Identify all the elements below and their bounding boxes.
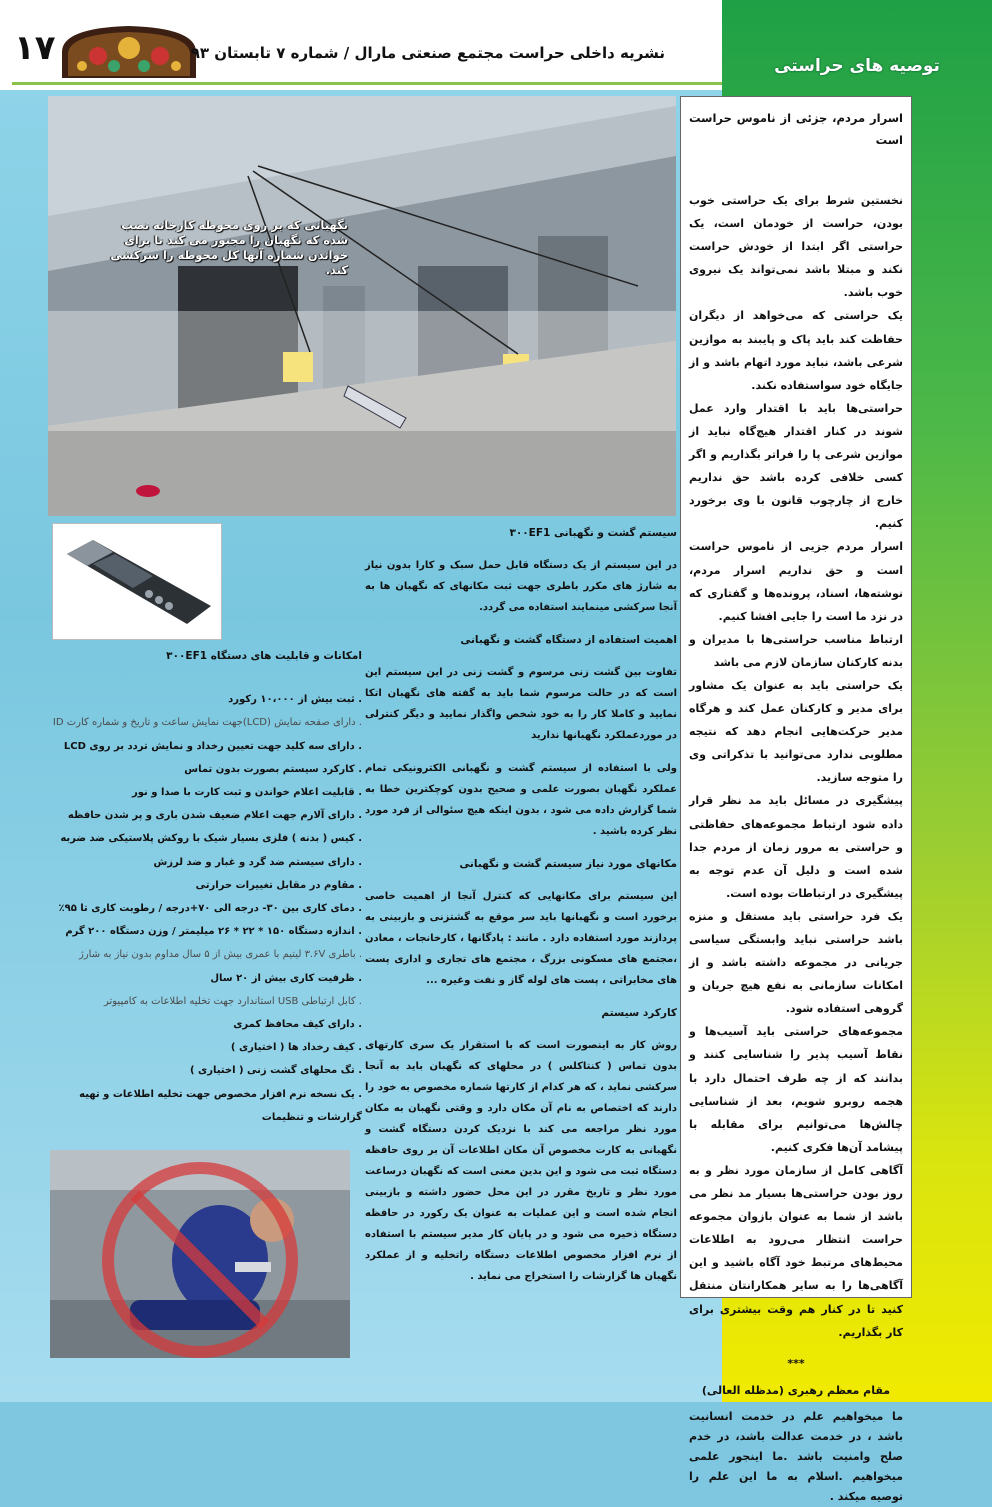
middle-article — [365, 523, 677, 1293]
right-paragraph: یک حراستی که می‌خواهد از دیگران حفاظت کند باید پاک و پایبند به موازین شرعی باشد، نباید مورد اتهام باشد و از جایگاه خود سواستفاده نکند. — [689, 309, 903, 392]
warehouse-illustration — [48, 96, 676, 516]
feature-items — [50, 688, 362, 1129]
mid-section-heading: کارکرد سیستم — [601, 1007, 677, 1019]
quote-author: مقام معظم رهبری (مدظله العالی) — [701, 1383, 891, 1397]
feature-item: . یک نسخه نرم افزار مخصوص جهت تخلیه اطلاعات و تهیه گزارشات و تنظیمات — [79, 1088, 362, 1123]
warehouse-photo — [48, 96, 676, 516]
mid-section-heading: مکانهای مورد نیاز سیستم گشت و نگهبانی — [459, 858, 677, 870]
right-article-heading: اسرار مردم، جزئی از ناموس حراست است — [689, 111, 903, 147]
right-paragraph: یک فرد حراستی باید مستقل و منزه باشد حراستی نباید وابستگی سیاسی جریانی در مجموعه داشته باشد و از امکانات سازمانی به نفع هیچ جریان و گروهی استفاده شود. — [689, 909, 903, 1016]
features-list — [50, 645, 362, 1129]
right-article — [680, 96, 912, 1503]
mid-paragraph: تفاوت بین گشت زنی مرسوم و گشت زنی در این سیستم این است که در حالت مرسوم شما باید به گفته های نگهبان اتکا نمایید و کاملا کار را به خود شخص واگذار نمایید و دیگر کنترلی در موردعملکرد نگهبانها ندارید — [365, 667, 677, 741]
features-heading: امکانات و قابلیت های دستگاه ۳۰۰EF1 — [166, 650, 362, 662]
feature-item: . دارای سه کلید جهت تعیین رخداد و نمایش تردد بر روی LCD — [63, 740, 362, 752]
mid-section-heading: اهمیت استفاده از دستگاه گشت و نگهبانی — [460, 634, 677, 646]
feature-item: . باطری ۳.۶V لیتیم با عمری بیش از ۵ سال مداوم بدون نیاز به شارژ — [78, 949, 362, 961]
feature-item: . کابل ارتباطی USB استاندارد جهت تخلیه اطلاعات به کامپیوتر — [103, 995, 362, 1007]
feature-item: . کیف رخداد ها ( اختیاری ) — [230, 1042, 362, 1054]
header-divider — [12, 82, 722, 85]
right-paragraph: ارتباط مناسب حراستی‌ها با مدیران و بدنه کارکنان سازمان لازم می باشد — [689, 632, 903, 669]
photo-caption: نگهبانی که بر روی محوطه کارخانه نصب شده که نگهبان را مجبور می کند تا برای خواندن شماره آنها کل محوطه را سرکشی کند. — [110, 218, 348, 277]
right-paragraph: اسرار مردم جزیی از ناموس حراست است و حق نداریم اسرار مردم، نوشته‌ها، اسناد، پرونده‌ها و گفتاری که در نزد ما است را جایی افشا کنیم. — [689, 540, 903, 623]
feature-item: . دارای صفحه نمایش (LCD)جهت نمایش ساعت و تاریخ و شماره کارت ID — [52, 717, 362, 729]
feature-item: . ثبت بیش از ۱۰،۰۰۰ رکورد — [228, 694, 362, 706]
feature-item: . مقاوم در مقابل تغییرات حرارتی — [195, 879, 362, 891]
sleeping-guard-photo — [50, 1150, 350, 1358]
feature-item: . دارای آلارم جهت اعلام ضعیف شدن باری و پر شدن حافظه — [67, 810, 362, 822]
mid-paragraph: روش کار به اینصورت است که با استقرار یک سری کارتهای بدون تماس ( کنتاکلس ) در محلهای که نگهبان باید به آنجا سرکشی نماید ، که هر کدام از کارتها شماره مخصوص به خود را دارند که اختصاص به نام آن مکان دارد و وقتی نگهبان به مکان مورد نظر مراجعه می کند با نزدیک کردن دستگاه گشت و نگهبانی به کارت مخصوص آن مکان اطلاعات آن بر روی حافظه دستگاه ثبت می شود و این بدین معنی است که نگهبان درساعت مورد نظر و تاریخ مقرر در این محل حضور داشته و بازبینی انجام شده است و این عملیات به عنوان یک رکورد در حافظه دستگاه ذخیره می شود و در پایان کار مدیر سیستم با استفاده از نرم افزار مخصوص اطلاعات دستگاه راتخلیه و از عملکرد نگهبان ها گزارشات را استخراج می نماید . — [365, 1040, 677, 1282]
ornament-logo — [58, 22, 200, 80]
feature-item: . تگ محلهای گشت زنی ( اختیاری ) — [190, 1065, 362, 1077]
feature-item: . قابلیت اعلام خواندن و ثبت کارت با صدا و نور — [132, 787, 362, 799]
mid-paragraph: این سیستم برای مکانهایی که کنترل آنجا از اهمیت خاصی برخورد است و نگهبانها باید سر موقع به گشتزنی و بازبینی به پردازند مورد استفاده دارد . مانند : پادگانها ، کارخانجات ، معادن ،مجتمع های مسکونی بزرگ ، مجتمع های تجاری و اداری پست های مخابراتی ، پست های لوله گاز و نفت وغیره ... — [365, 891, 677, 986]
right-paragraph: یک حراستی باید به عنوان یک مشاور برای مدیر و کارکنان عمل کند و هرگاه مدیر حرکت‌هایی انجام دهد که نتیجه مطلوبی ندارد می‌توانید با تذکراتی وی را متوجه سازید. — [689, 678, 903, 785]
feature-item: . اندازه دستگاه ۱۵۰ * ۲۲ * ۲۶ میلیمتر / وزن دستگاه ۲۰۰ گرم — [65, 926, 362, 938]
section-title: توصیه های حراستی — [774, 56, 940, 76]
right-paragraph: آگاهی کامل از سازمان مورد نظر و به روز بودن حراستی‌ها بسیار مد نظر می باشد از شما به عنوان بازوان مجموعه حراست انتظار می‌رود به اطلاعات محیط‌های مرتبط خود آگاه باشید و این آگاهی‌ها را به سایر همکارانتان منتقل کنید تا در کنار هم وقت بیشتری برای کار بگذاریم. — [689, 1163, 903, 1339]
quote-text: ما میخواهیم علم در خدمت انسانیت باشد ، در خدمت عدالت باشد، در خدم صلح وامنیت باشد .ما اینجور علمی میخواهیم .اسلام به ما این علم را توصیه میکند . — [689, 1409, 903, 1503]
patrol-device-icon — [53, 524, 221, 639]
right-paragraph: مجموعه‌های حراستی باید آسیب‌ها و نقاط آسیب پذیر را شناسایی کنند و بدانند که از چه طرف احتمال دارد با هجمه روبرو شویم، بعد از شناسایی چالش‌ها می‌توانیم برای مقابله با پیشامد آن‌ها فکری کنیم. — [689, 1025, 903, 1154]
right-paragraph: نخستین شرط برای یک حراستی خوب بودن، حراست از خودمان است، یک حراستی اگر ابتدا از خودش حراست نکند و مبتلا باشد نمی‌تواند یک نیروی خوب باشد. — [689, 194, 903, 300]
feature-item: . دارای کیف محافظ کمری — [233, 1019, 362, 1031]
page-number: ١٧ — [14, 28, 56, 68]
mid-intro: در این سیستم از یک دستگاه قابل حمل سبک و کارا بدون نیاز به شارژ های مکرر باطری جهت ثبت مکانهای که نگهبان ها به آنجا سرکشی مینمایند استفاده می گردد. — [365, 560, 677, 613]
separator-stars: *** — [787, 1356, 805, 1370]
section-tab — [722, 0, 992, 90]
header-title: نشریه داخلی حراست مجتمع صنعتی مارال / شماره ۷ تابستان ۹۳ — [190, 44, 665, 62]
right-paragraph: حراستی‌ها باید با اقتدار وارد عمل شوند در کنار اقتدار هیچ‌گاه نباید از موازین شرعی پا را فراتر بگذاریم و اگر کسی خلافی کرده باشد حق نداریم خارج از چارچوب قانون با وی برخورد کنیم. — [689, 401, 903, 531]
feature-item: . کیس ( بدنه ) فلزی بسیار شیک با روکش پلاستیکی ضد ضربه — [60, 833, 362, 845]
guard-illustration — [50, 1150, 350, 1358]
mid-article-title: سیستم گشت و نگهبانی ۳۰۰EF1 — [509, 527, 677, 539]
right-paragraph: پیشگیری در مسائل باید مد نظر قرار داده شود ارتباط مجموعه‌های حفاظتی و حراستی به مرور زمان از مردم جدا شده است و دلیل آن عدم توجه به پیشگیری در ارتباطات بوده است. — [689, 794, 903, 900]
feature-item: . ظرفیت کاری بیش از ۲۰ سال — [210, 972, 362, 984]
mid-paragraph: ولی با استفاده از سیستم گشت و نگهبانی الکترونیکی تمام عملکرد نگهبان بصورت علمی و صحیح بدون کوچکترین خطا به شما گزارش داده می شود ، بدون اینکه هیچ سئوالی از فرد مورد نظر کرده باشید . — [365, 763, 677, 837]
feature-item: . دمای کاری بین ۳۰- درجه الی ۷۰+درجه / رطوبت کاری تا ۹۵٪ — [58, 903, 362, 915]
feature-item: . کارکرد سیستم بصورت بدون تماس — [184, 763, 362, 775]
feature-item: . دارای سیستم ضد گرد و غبار و ضد لرزش — [153, 856, 362, 868]
top-header — [0, 0, 725, 90]
device-image — [52, 523, 222, 640]
